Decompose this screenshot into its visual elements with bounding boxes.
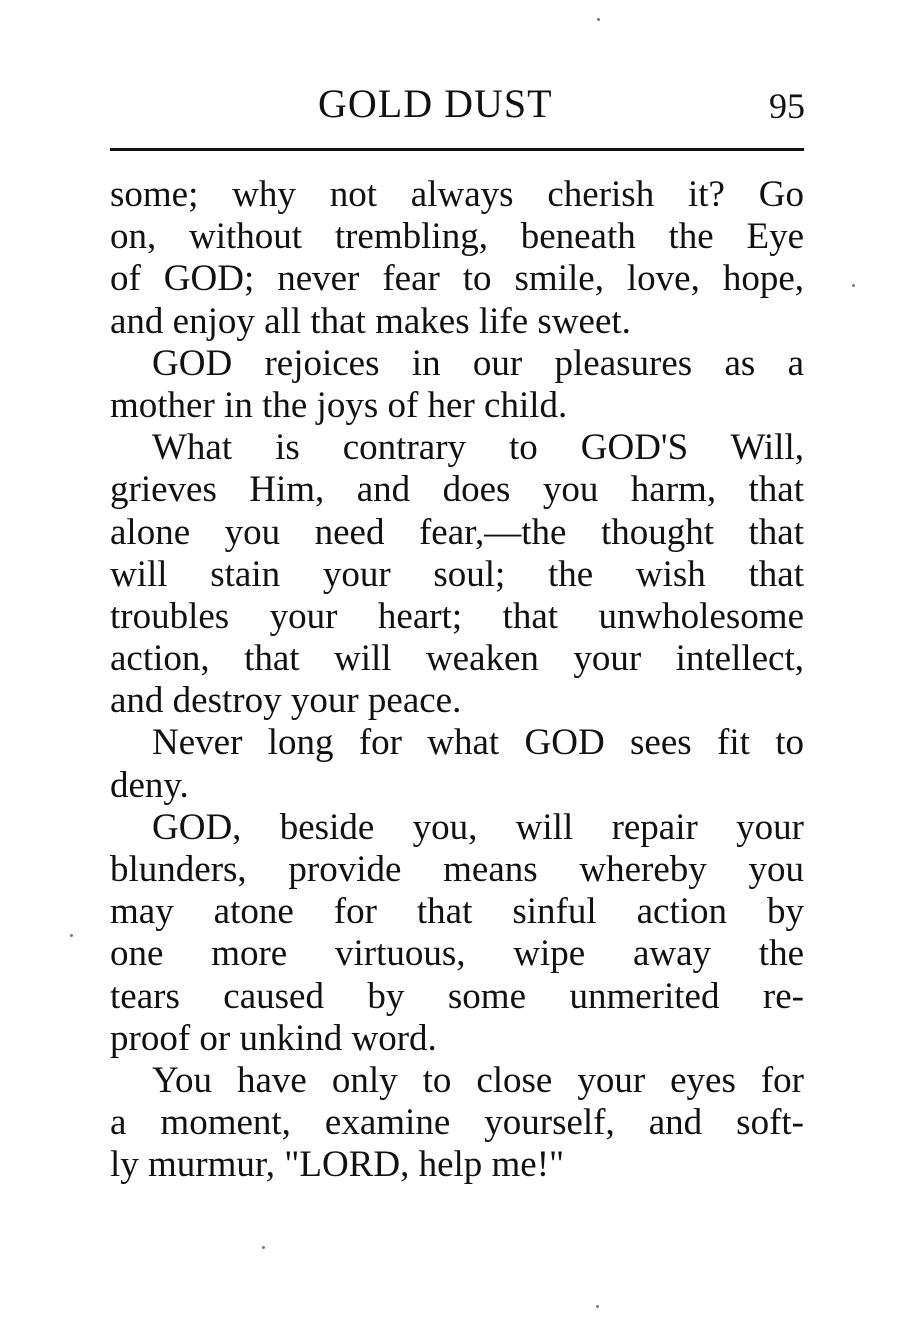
text-line: You have only to close your eyes for bbox=[152, 1059, 804, 1101]
body-text bbox=[110, 174, 804, 1187]
header-rule bbox=[110, 148, 804, 151]
text-line: on, without trembling, beneath the Eye bbox=[110, 216, 804, 258]
text-line: troubles your heart; that unwholesome bbox=[110, 595, 804, 637]
text-line: What is contrary to GOD'S Will, bbox=[152, 427, 804, 469]
text-line: action, that will weaken your intellect, bbox=[110, 638, 804, 680]
running-title: GOLD DUST bbox=[318, 81, 553, 126]
text-line: proof or unkind word. bbox=[110, 1017, 437, 1059]
text-line: and destroy your peace. bbox=[110, 680, 462, 722]
paper-speck bbox=[852, 284, 855, 287]
text-line: GOD, beside you, will repair your bbox=[152, 806, 804, 848]
text-line: may atone for that sinful action by bbox=[110, 891, 804, 933]
text-line: Never long for what GOD sees fit to bbox=[152, 722, 804, 764]
paper-speck bbox=[262, 1246, 265, 1249]
text-line: mother in the joys of her child. bbox=[110, 384, 568, 426]
text-line: one more virtuous, wipe away the bbox=[110, 933, 804, 975]
text-line: tears caused by some unmerited re- bbox=[110, 975, 804, 1017]
text-line: deny. bbox=[110, 764, 189, 806]
paper-speck bbox=[597, 18, 600, 21]
text-line: will stain your soul; the wish that bbox=[110, 553, 804, 595]
text-line: and enjoy all that makes life sweet. bbox=[110, 300, 631, 342]
paper-speck bbox=[596, 1305, 599, 1308]
text-line: of GOD; never fear to smile, love, hope, bbox=[110, 258, 804, 300]
text-line: grieves Him, and does you harm, that bbox=[110, 469, 804, 511]
paper-speck bbox=[70, 934, 73, 937]
text-line: alone you need fear,—the thought that bbox=[110, 511, 804, 553]
text-line: blunders, provide means whereby you bbox=[110, 849, 804, 890]
text-line: ly murmur, "LORD, help me!" bbox=[110, 1144, 565, 1186]
text-line: some; why not always cherish it? Go bbox=[110, 174, 804, 215]
text-line: GOD rejoices in our pleasures as a bbox=[152, 342, 804, 384]
page-number: 95 bbox=[769, 86, 805, 126]
text-line: a moment, examine yourself, and soft- bbox=[110, 1102, 804, 1144]
